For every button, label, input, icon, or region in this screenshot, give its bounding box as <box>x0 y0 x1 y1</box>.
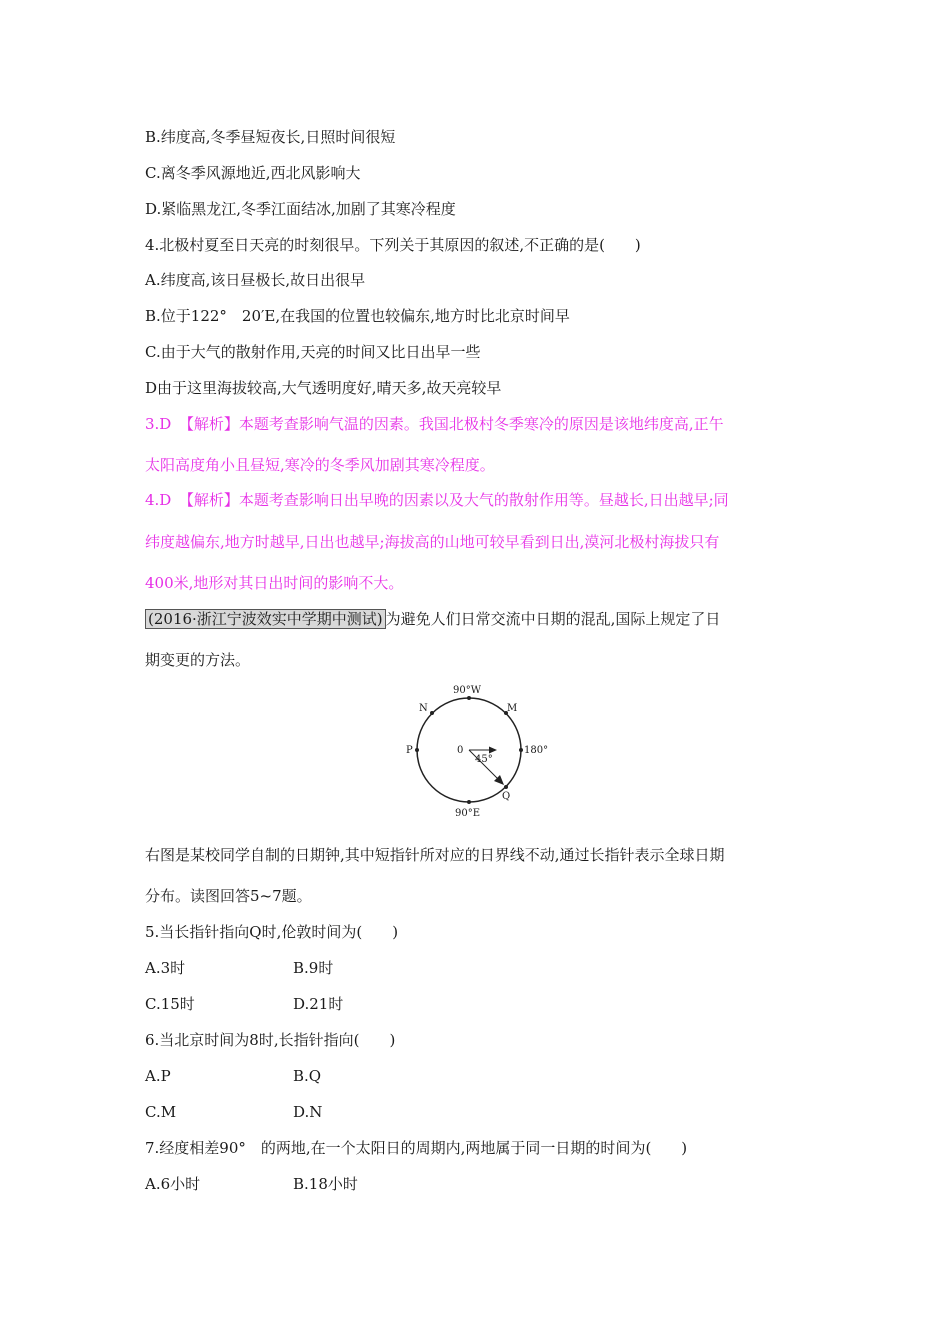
label-right: 180° <box>524 745 549 756</box>
point-p <box>415 748 419 752</box>
answer-4-line-3: 400米,地形对其日出时间的影响不大。 <box>145 574 404 592</box>
label-top: 90°W <box>453 685 482 696</box>
label-q: Q <box>502 791 511 802</box>
intro-text-1: 为避免人们日常交流中日期的混乱,国际上规定了日 <box>385 610 721 628</box>
desc-line-2: 分布。读图回答5~7题。 <box>145 887 312 905</box>
label-bottom: 90°E <box>455 808 481 819</box>
date-clock-figure <box>395 680 555 820</box>
answer-4-line-1: 4.D 【解析】本题考查影响日出早晚的因素以及大气的散射作用等。昼越长,日出越早;同 <box>145 491 729 509</box>
q7-option-b: B.18小时 <box>293 1175 358 1193</box>
q6-option-a: A.P <box>145 1067 171 1085</box>
point-q <box>504 785 508 789</box>
q5-option-b: B.9时 <box>293 959 334 977</box>
label-n: N <box>419 703 428 714</box>
q4-option-b: B.位于122° 20′E,在我国的位置也较偏东,地方时比北京时间早 <box>145 307 570 325</box>
q3-option-b: B.纬度高,冬季昼短夜长,日照时间很短 <box>145 128 396 146</box>
q4-stem: 4.北极村夏至日天亮的时刻很早。下列关于其原因的叙述,不正确的是( ) <box>145 236 641 254</box>
answer-4-line-2: 纬度越偏东,地方时越早,日出也越早;海拔高的山地可较早看到日出,漠河北极村海拔只有 <box>145 533 720 551</box>
source-tag: (2016·浙江宁波效实中学期中测试) <box>145 609 386 629</box>
answer-3-line-1: 3.D 【解析】本题考查影响气温的因素。我国北极村冬季寒冷的原因是该地纬度高,正午 <box>145 415 724 433</box>
q7-option-a: A.6小时 <box>145 1175 201 1193</box>
intro-line-2: 期变更的方法。 <box>145 651 251 669</box>
q4-option-c: C.由于大气的散射作用,天亮的时间又比日出早一些 <box>145 343 481 361</box>
q3-option-d: D.紧临黑龙江,冬季江面结冰,加剧了其寒冷程度 <box>145 200 456 218</box>
label-center: 0 <box>457 745 464 756</box>
point-top <box>467 696 471 700</box>
q6-option-c: C.M <box>145 1103 177 1121</box>
point-right <box>519 748 523 752</box>
q5-option-c: C.15时 <box>145 995 195 1013</box>
q5-option-d: D.21时 <box>293 995 344 1013</box>
q5-stem: 5.当长指针指向Q时,伦敦时间为( ) <box>145 923 399 941</box>
q4-option-a: A.纬度高,该日昼极长,故日出很早 <box>145 271 366 289</box>
desc-line-1: 右图是某校同学自制的日期钟,其中短指针所对应的日界线不动,通过长指针表示全球日期 <box>145 846 725 864</box>
q5-option-a: A.3时 <box>145 959 186 977</box>
q6-option-d: D.N <box>293 1103 323 1121</box>
q4-option-d: D由于这里海拔较高,大气透明度好,晴天多,故天亮较早 <box>145 379 502 397</box>
label-m: M <box>507 703 518 714</box>
answer-3-line-2: 太阳高度角小且昼短,寒冷的冬季风加剧其寒冷程度。 <box>145 456 495 474</box>
q3-option-c: C.离冬季风源地近,西北风影响大 <box>145 164 361 182</box>
point-n <box>430 711 434 715</box>
short-hand-arrow <box>489 747 497 754</box>
intro-line-1 <box>145 609 720 629</box>
q7-stem: 7.经度相差90° 的两地,在一个太阳日的周期内,两地属于同一日期的时间为( ) <box>145 1139 688 1157</box>
label-p: P <box>406 745 413 756</box>
point-bottom <box>467 800 471 804</box>
q6-option-b: B.Q <box>293 1067 322 1085</box>
label-angle: 45° <box>475 754 493 765</box>
q6-stem: 6.当北京时间为8时,长指针指向( ) <box>145 1031 396 1049</box>
